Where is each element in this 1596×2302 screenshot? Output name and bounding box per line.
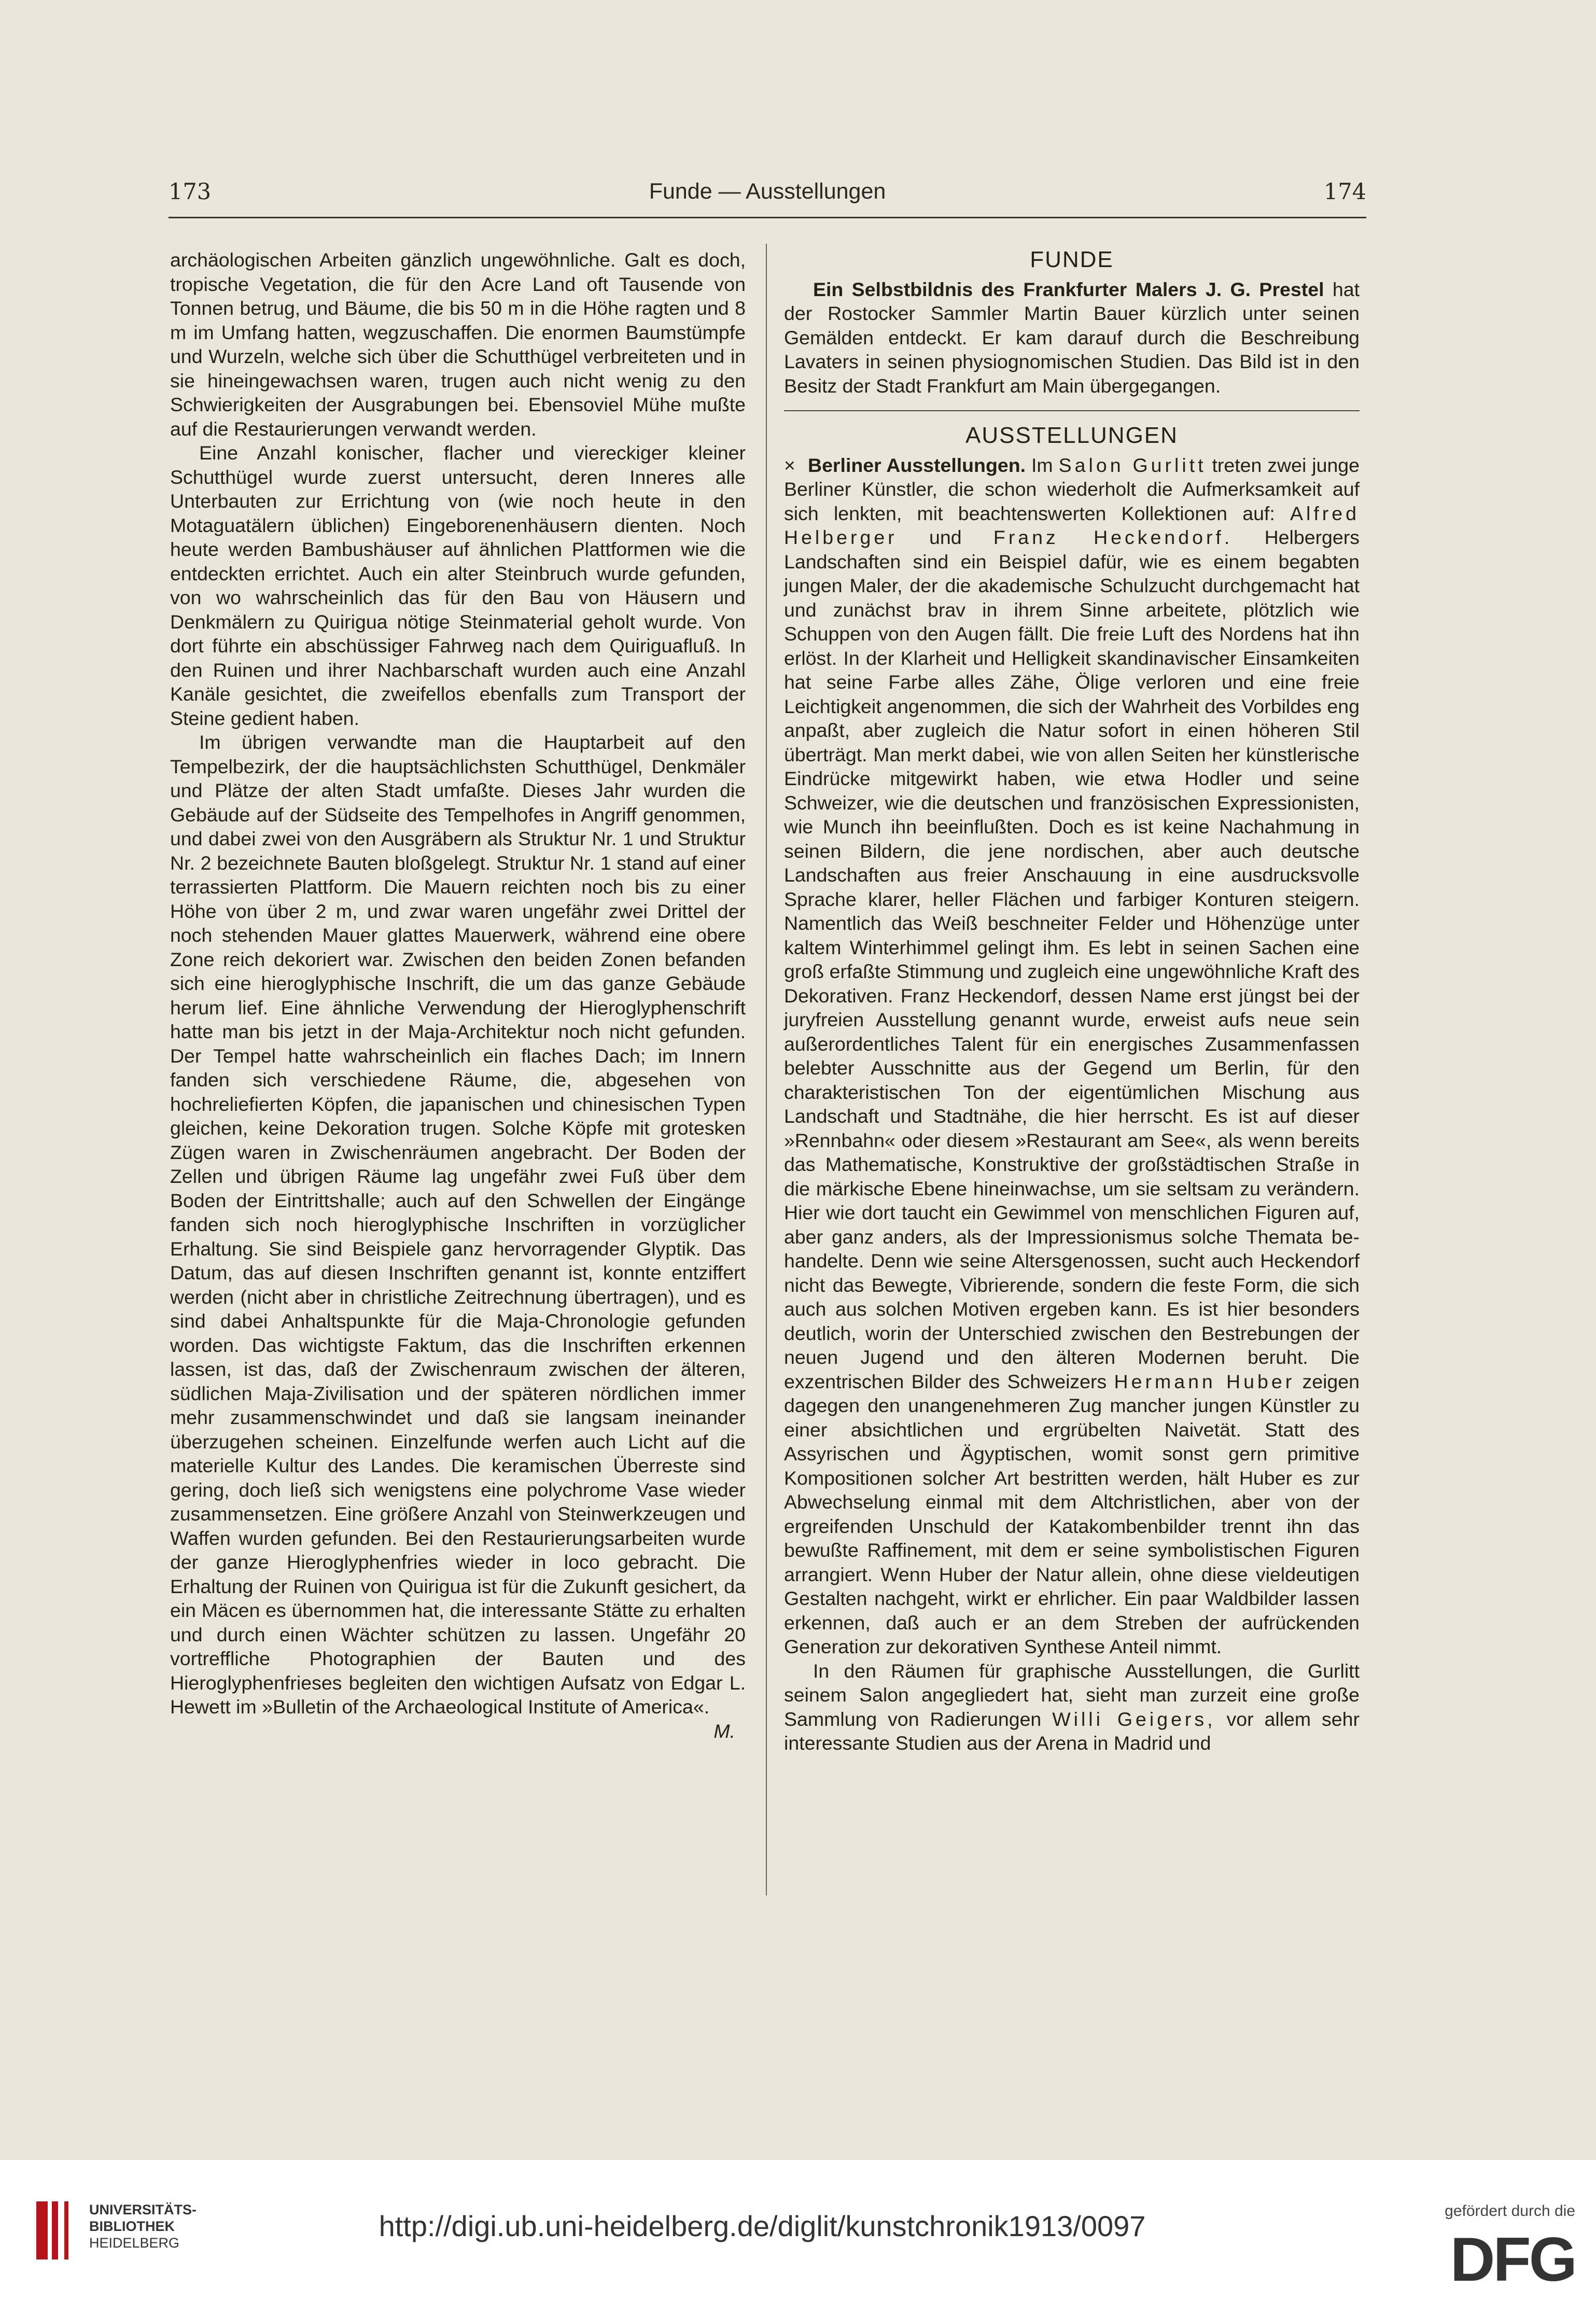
university-library-logo-icon [21, 2198, 82, 2263]
logo-line: HEIDELBERG [89, 2235, 180, 2251]
right-column [784, 248, 1360, 1755]
text-run: Im [1031, 454, 1053, 476]
page-number-right: 174 [1323, 179, 1366, 205]
section-rule [784, 410, 1360, 411]
text-run: In den Räumen für graphische Ausstellungen, die Gurlitt seinem Salon angegliedert hat, sieht man zurzeit eine große Sammlung von Radierungen [784, 1659, 1360, 1730]
column-divider [766, 244, 767, 1895]
spaced-name: Alfred Helberger [784, 502, 1360, 548]
exhibition-entry-title: Berliner Ausstellungen. [808, 454, 1026, 476]
text-run: treten zwei junge Berliner Künstler, die schon wiederholt die Aufmerksamkeit auf sich lenkten, mit beachtenswerten Kollektionen auf: [784, 454, 1360, 524]
page-number-left: 173 [169, 179, 212, 205]
running-title: Funde — Ausstellungen [649, 179, 886, 204]
text-run: vor allem sehr interessante Studien aus der Arena in Madrid und [784, 1708, 1360, 1754]
paragraph: Eine Anzahl konischer, flacher und viereckiger kleiner Schutthügel wurde zuerst untersucht, deren Inneres alle Unterbauten zur Errichtung von (wie noch heute in den Motaguatälern üblichen) Eingeborenenhäusern dienten. Noch heute werden Bambushäuser auf ähnlichen Plattformen wie die entdeckten errichtet. Auch ein alter Steinbruch wurde gefunden, von wo wahrscheinlich das für den Bau von Häusern und Denkmälern zu Quirigua nötige Steinmaterial geholt wurde. Von dort führte ein abschüssiger Fahrweg nach dem Quiriguafluß. In den Ruinen und ihrer Nachbarschaft wurden auch eine Anzahl Kanäle gesichtet, die zweifellos ebenfalls zum Transport der Steine gedient haben. [170, 442, 746, 729]
paragraph [170, 730, 746, 1742]
section-heading-funde: FUNDE [1030, 247, 1114, 272]
cross-marker-icon: × [784, 454, 795, 476]
university-library-name [89, 2201, 245, 2251]
text-run: Helbergers Landschaften sind ein Beispiel dafür, wie es einem begabten jungen Maler, der die akademische Schulzucht durchgemacht hat und zunächst brav in ihrem Sinne arbeitete, plötzlich wie Schuppen von den Augen fällt. Die freie Luft des Nordens hat ihn erlöst. In der Klarheit und Helligkeit skandinavischer Einsamkeiten hat seine Farbe alles Zähe, Ölige verloren und eine freie Leichtigkeit angenommen, die sich der Wahrheit des Vorbildes eng anpaßt, aber zugleich die Natur sofort in einen höheren Stil überträgt. Man merkt dabei, wie von allen Seiten her künstlerische Eindrücke mitgewirkt haben, wie etwa Hodler und seine Schweizer, wie die deutschen und französischen Expressionisten, wie Munch ihn beeinflußten. Doch es ist keine Nachahmung in seinen Bildern, die jene nordischen, aber auch deutsche Landschaften aus freier Anschauung in eine ausdrucksvolle Sprache klarer, heller Flächen und farbiger Konturen steigern. Namentlich das Weiß beschneiter Felder und Höhenzüge unter kaltem Winterhimmel gelingt ihm. Es lebt in seinen Sachen eine groß erfaßte Stimmung und zugleich eine ungewöhnliche Kraft des Dekorativen. Franz Heckendorf, dessen Name erst jüngst bei der juryfreien Ausstellung genannt wurde, erweist aufs neue sein außerordentliches Talent für ein energisches Zusammenfassen belebter Ausschnitte aus der Gegend um Berlin, für den charakteristischen Ton der eigentümlichen Mischung aus Landschaft und Stadtnähe, die hier herrscht. Es ist auf dieser »Rennbahn« oder diesem »Restaurant am See«, als wenn bereits das Mathematische, Konstruktive der großstädtischen Straße in die märkische Ebene hineinwachse, um sie seltsam zu verändern. Hier wie dort taucht ein Gewimmel von menschlichen Figuren auf, aber ganz anders, als der Impressionismus solche Themata behandelte. Denn wie seine Altersgenossen, sucht auch Heckendorf nicht das Bewegte, Vibrierende, sondern die feste Form, die sich auch aus solchen Motiven ergeben kann. Es ist hier besonders deutlich, worin der Unterschied zwischen den Bestrebungen der neuen Jugend und den älteren Modernen beruht. Die exzentrischen Bilder des Schweizers [784, 526, 1360, 1392]
funder-note: gefördert durch die [1445, 2202, 1575, 2220]
paragraph-text: Im übrigen verwandte man die Hauptarbeit auf den Tempelbezirk, der die hauptsächlichsten Schutthügel, Denkmäler und Plätze der alten Stadt umfaßte. Dieses Jahr wurden die Gebäude auf der Südseite des Tempelhofes in Angriff genommen, und dabei zwei von den Ausgräbern als Struktur Nr. 1 und Struktur Nr. 2 bezeichnete Bauten bloßgelegt. Struktur Nr. 1 stand auf einer terrassierten Plattform. Die Mauern reichten noch bis zu einer Höhe von über 2 m, und zwar waren ungefähr zwei Drittel der noch stehenden Mauer glattes Mauerwerk, während eine obere Zone reich dekoriert war. Zwischen den beiden Zonen befanden sich eine hieroglyphische Inschrift, die um das ganze Gebäude herum lief. Eine ähnliche Verwendung der Hieroglyphenschrift hatte man bis jetzt in der Maja-Architektur noch nicht gefunden. Der Tempel hatte wahrscheinlich ein flaches Dach; im Innern fanden sich verschiedene Räume, die, abgesehen von hochreliefierten Köpfen, die japanischen und chinesischen Typen gleichen, keine Dekoration trugen. Solche Köpfe mit grotesken Zügen waren in Zwischenräumen angebracht. Der Boden der Zellen und übrigen Räume lag ungefähr zwei Fuß über dem Boden der Eintrittshalle; auch auf den Schwellen der Eingänge fanden sich noch hieroglyphische Inschriften in vorzüglicher Erhaltung. Sie sind Beispiele ganz hervorragender Glyptik. Das Datum, das auf diesen Inschriften genannt ist, konnte entziffert werden (nicht aber in christliche Zeitrechnung übertragen), und es sind dabei Anhaltspunkte für die Maja-Chronologie gefunden worden. Das wichtigste Faktum, das die Inschriften erkennen lassen, ist das, daß der Zwischenraum zwischen der älteren, südlichen Maja-Zivilisation und der späteren nördlichen immer mehr zusammenschwindet und daß sie langsam ineinander überzugehen scheinen. Einzelfunde werfen auch Licht auf die materielle Kultur des Landes. Die keramischen Überreste sind gering, doch ließ sich wenigstens eine polychrome Vase wieder zusammensetzen. Eine größere Anzahl von Steinwerkzeugen und Waffen wurden gefunden. Bei den Restaurierungsarbeiten wurde der ganze Hieroglyphenfries wieder in loco gebracht. Die Erhaltung der Ruinen von Quirigua ist für die Zukunft gesichert, da ein Mäcen es übernommen hat, die interessante Stätte zu erhalten und durch einen Wächter schützen zu lassen. Ungefähr 20 vortreffliche Photographien der Bauten und des Hieroglyphenfrieses begleiten den wichtigen Aufsatz von Edgar L. Hewett im »Bulletin of the Archaeological Institute of America«. [170, 731, 746, 1718]
header-rule [169, 217, 1366, 218]
author-signature: M. [713, 1720, 735, 1742]
logo-line: BIBLIOTHEK [89, 2219, 175, 2234]
logo-line: UNIVERSITÄTS- [89, 2202, 197, 2217]
text-run: und [929, 526, 962, 548]
digitization-footer [0, 2160, 1596, 2302]
left-column [170, 248, 746, 1743]
spaced-name: Hermann Huber [1114, 1370, 1295, 1392]
dfg-logo: DFG [1450, 2225, 1575, 2294]
spaced-name: Willi Geigers, [1052, 1708, 1216, 1730]
funde-entry-body: hat der Rostocker Sammler Martin Bauer kürzlich unter seinen Gemälden entdeckt. Er kam darauf durch die Beschreibung Lavaters in seinen physiognomischen Studien. Das Bild ist in den Besitz der Stadt Frankfurt am Main übergegangen. [784, 278, 1360, 397]
funde-entry [784, 277, 1360, 398]
source-url-link[interactable]: http://digi.ub.uni-heidelberg.de/diglit/kunstchronik1913/0097 [379, 2210, 1146, 2242]
spaced-name: Salon Gurlitt [1058, 454, 1207, 476]
exhibition-entry [784, 453, 1360, 1659]
section-heading-ausstellungen: AUSSTELLUNGEN [965, 423, 1178, 448]
running-header [169, 179, 1366, 215]
funde-entry-title: Ein Selbstbildnis des Frankfurter Malers J. G. Prestel [813, 278, 1324, 300]
text-run: zeigen dagegen den unangenehmeren Zug mancher jungen Künstler zu einer absichtlichen und ergrübelten Naivetät. Statt des Assyrischen und Ägyptischen, womit sonst gern primitive Kompositionen solcher Art bestritten werden, hält Huber es zur Abwechselung einmal mit dem Altchristlichen, aber von der ergreifenden Unschuld der Katakombenbilder trennt ihn das bewußte Raffinement, mit dem er seine symbolistischen Figuren arrangiert. Wenn Huber der Natur allein, ohne diese vieldeutigen Gestalten nachgeht, wirkt er ehrlicher. Ein paar Waldbilder lassen erkennen, daß auch er an dem Streben der aufrückenden Generation zur dekorativen Synthese Anteil nimmt. [784, 1370, 1360, 1657]
exhibition-paragraph [784, 1659, 1360, 1755]
spaced-name: Franz Heckendorf. [993, 526, 1233, 548]
paragraph: archäologischen Arbeiten gänzlich ungewöhnliche. Galt es doch, tropische Vegetation, die für den Acre Land oft Tausende von Tonnen betrug, und Bäume, die bis 50 m in die Höhe ragten und 8 m im Umfang hatten, wegzuschaffen. Die enormen Baumstümpfe und Wurzeln, welche sich über die Schutthügel verbreiteten und in sie hineingewachsen waren, trugen auch nicht wenig zu den Schwierigkeiten der Ausgrabungen bei. Ebensoviel Mühe mußte auf die Restaurierungen verwandt werden. [170, 249, 746, 440]
